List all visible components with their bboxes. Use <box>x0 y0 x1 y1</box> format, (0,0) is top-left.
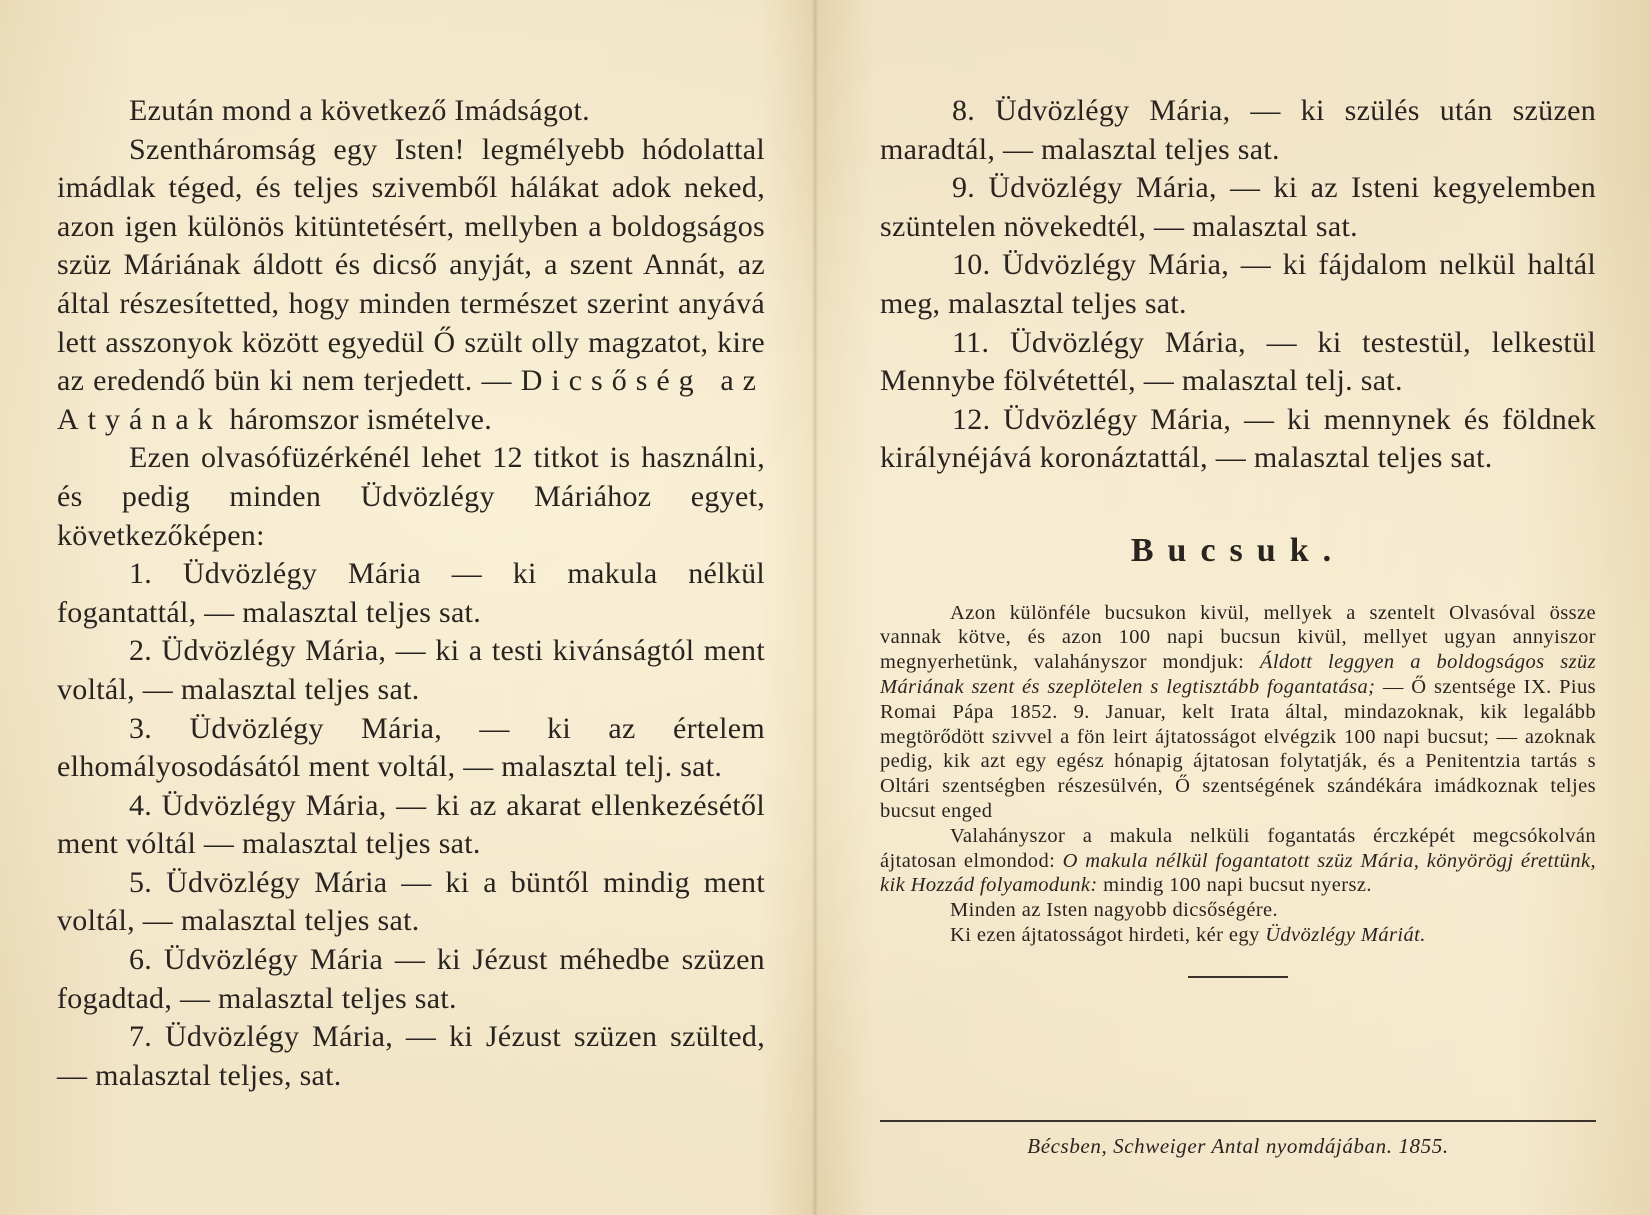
indulgence-paragraph-4 <box>880 923 1596 948</box>
prayer-end-text: háromszor ismételve. <box>229 402 493 436</box>
printer-imprint: Bécsben, Schweiger Antal nyomdájában. 1855. <box>1027 1134 1449 1158</box>
mystery-item: 8. Üdvözlégy Mária, — ki szülés után szüzen maradtál, — malasztal teljes sat. <box>880 94 1596 166</box>
gloria-spaced-text: Dicsőség az Atyának <box>57 364 765 436</box>
left-page <box>0 0 812 1215</box>
mystery-item: 11. Üdvözlégy Mária, — ki testestül, lelkestül Mennybe fölvétettél, — malasztal telj. sat. <box>880 325 1596 398</box>
mystery-item: 7. Üdvözlégy Mária, — ki Jézust szüzen szülted, — malasztal teljes, sat. <box>57 1020 765 1092</box>
indulgence-text: Valahányszor a makula nelküli fogantatás érczképét megcsókolván ájtatosan elmondod: <box>880 824 1596 872</box>
mystery-item: 12. Üdvözlégy Mária, — ki mennynek és földnek királynéjává koronáztattál, — malasztal teljes sat. <box>880 402 1596 475</box>
mystery-item: 3. Üdvözlégy Mária, — ki az értelem elhomályosodásától ment voltál, — malasztal telj. sat. <box>57 711 765 784</box>
indulgence-text: Ki ezen ájtatosságot hirdeti, kér egy <box>950 923 1260 946</box>
left-text-column <box>57 92 765 1095</box>
imprint-rule <box>880 1120 1596 1122</box>
mystery-item: 6. Üdvözlégy Mária — ki Jézust méhedbe szüzen fogadtad, — malasztal teljes sat. <box>57 943 765 1015</box>
mystery-item: 1. Üdvözlégy Mária — ki makula nélkül fogantattál, — malasztal teljes sat. <box>57 557 765 629</box>
mystery-item: 4. Üdvözlégy Mária, — ki az akarat ellenkezésétől ment vóltál — malasztal teljes sat. <box>57 788 765 861</box>
indulgence-text: mindig 100 napi bucsut nyersz. <box>1103 874 1372 897</box>
indulgence-italic-text: Üdvözlégy Máriát. <box>1265 923 1426 946</box>
right-text-column <box>880 92 1596 978</box>
right-page <box>818 0 1650 1215</box>
bucsuk-heading: Bucsuk. <box>1130 531 1346 569</box>
prayer-intro: Ezután mond a következő Imádságot. <box>129 94 590 127</box>
mystery-item: 5. Üdvözlégy Mária — ki a büntől mindig ment voltál, — malasztal teljes sat. <box>57 865 765 938</box>
indulgence-text: — Ő szentsége IX. Pius Romai Pápa 1852. 9. Januar, kelt Irata által, mindazoknak, kik legalább megtörődött szivvel a fön leirt ájtatosságot elvégzik 100 napi bucsut; — azoknak pedig, kik azt egy egész hónapig ájtatosan folytatják, és a Penitentzia tartás s Oltári szentségben részesülvén, Ő szentségének szándékára imádkoznak teljes bucsut enged <box>880 675 1597 822</box>
mystery-item: 10. Üdvözlégy Mária, — ki fájdalom nelkül haltál meg, malasztal teljes sat. <box>880 248 1596 320</box>
mysteries-note: Ezen olvasófüzérkénél lehet 12 titkot is használni, és pedig minden Üdvözlégy Máriához egyet, következőképen: <box>57 441 765 552</box>
section-divider <box>1188 976 1288 978</box>
indulgence-paragraph-1 <box>880 601 1596 824</box>
indulgence-paragraph-2 <box>880 824 1596 898</box>
prayer-paragraph <box>57 131 765 440</box>
indulgence-text: Azon különféle bucsukon kivül, mellyek a szentelt Olvasóval össze vannak kötve, és azon 100 napi bucsun kivül, mellyet ugyan annyiszor megnyerhetünk, valahányszor mondjuk: <box>880 601 1596 674</box>
indulgence-paragraph-3: Minden az Isten nagyobb dicsőségére. <box>950 899 1279 922</box>
indulgences-section <box>880 601 1596 948</box>
mystery-item: 9. Üdvözlégy Mária, — ki az Isteni kegyelemben szüntelen növekedtél, — malasztal sat. <box>880 171 1596 243</box>
indulgence-italic-text: Áldott leggyen a boldogságos szüz Máriának szent és szeplötelen s legtisztább fogantatása; <box>880 651 1596 698</box>
prayer-main-text: Szentháromság egy Isten! legmélyebb hódolattal imádlak téged, és teljes szivemből hálákat adok neked, azon igen különös kitüntetésért, mellyben a boldogságos szüz Máriának áldott és dicső anyját, a szent Annát, az által részesítetted, hogy minden természet szerint anyává lett asszonyok között egyedül Ő szült olly magzatot, kire az eredendő bün ki nem terjedett. — <box>57 132 765 398</box>
mystery-item: 2. Üdvözlégy Mária, — ki a testi kivánságtól ment voltál, — malasztal teljes sat. <box>57 634 765 706</box>
indulgence-italic-text: O makula nélkül fogantatott szüz Mária, könyörögj érettünk, kik Hozzád folyamodunk: <box>880 849 1597 897</box>
